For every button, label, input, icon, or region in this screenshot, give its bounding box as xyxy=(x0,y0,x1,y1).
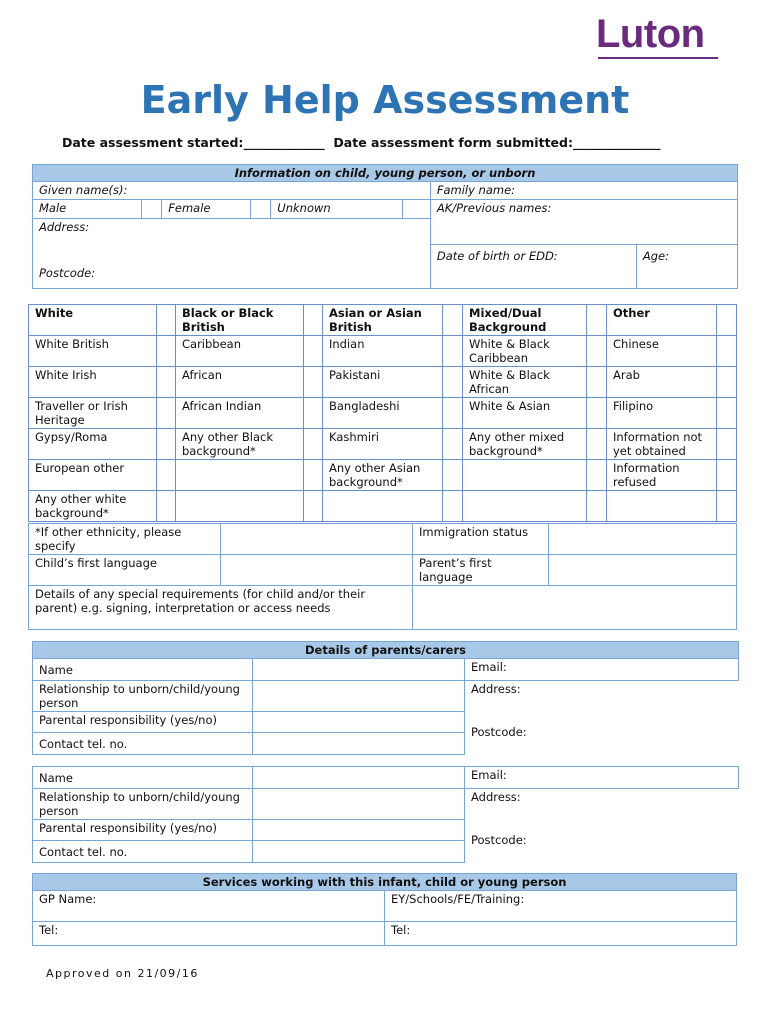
immigration-field[interactable] xyxy=(549,524,737,555)
ethnicity-checkbox[interactable] xyxy=(717,491,737,522)
ethnicity-option-label: Information not yet obtained xyxy=(607,429,717,460)
services-header: Services working with this infant, child or young person xyxy=(33,874,737,891)
child-info-header: Information on child, young person, or unborn xyxy=(33,165,738,182)
child-language-label: Child’s first language xyxy=(29,555,221,586)
parent-carer-table-1 xyxy=(32,641,739,755)
ethnicity-option-label: White & Black African xyxy=(463,367,587,398)
ethnicity-checkbox[interactable] xyxy=(157,460,176,491)
parent1-email-field[interactable]: Email: xyxy=(465,659,739,681)
approved-footer: Approved on 21/09/16 xyxy=(46,967,199,980)
gender-female-label: Female xyxy=(162,200,251,219)
ethnicity-option-label xyxy=(463,460,587,491)
ey-tel-field[interactable]: Tel: xyxy=(385,922,737,946)
gender-unknown-label: Unknown xyxy=(271,200,402,219)
parent1-relationship-field[interactable] xyxy=(253,681,465,712)
ethnicity-checkbox[interactable] xyxy=(443,367,463,398)
other-ethnicity-field[interactable] xyxy=(221,524,413,555)
ethnicity-checkbox[interactable] xyxy=(443,429,463,460)
ethnicity-checkbox[interactable] xyxy=(443,398,463,429)
parent1-postcode-label: Postcode: xyxy=(471,725,527,739)
ethnicity-option-label xyxy=(463,491,587,522)
ethnicity-checkbox[interactable] xyxy=(304,460,323,491)
ethnicity-checkbox[interactable] xyxy=(157,336,176,367)
child-info-table xyxy=(32,164,738,289)
ethnicity-option-label: Information refused xyxy=(607,460,717,491)
ethnicity-option-label: Any other Asian background* xyxy=(323,460,443,491)
parent2-name-label: Name xyxy=(33,767,253,789)
ethnicity-option-label: Caribbean xyxy=(176,336,304,367)
given-name-field[interactable]: Given name(s): xyxy=(33,182,431,200)
gender-unknown-checkbox[interactable] xyxy=(402,200,430,219)
parent2-responsibility-label: Parental responsibility (yes/no) xyxy=(33,820,253,841)
other-ethnicity-label: *If other ethnicity, please specify xyxy=(29,524,221,555)
ethnicity-checkbox[interactable] xyxy=(587,336,607,367)
ethnicity-group-header: Asian or Asian British xyxy=(323,305,443,336)
ethnicity-checkbox[interactable] xyxy=(304,336,323,367)
gender-male-label: Male xyxy=(33,200,142,219)
parent2-relationship-label: Relationship to unborn/child/young person xyxy=(33,789,253,820)
parent2-email-field[interactable]: Email: xyxy=(465,767,739,789)
ethnicity-checkbox[interactable] xyxy=(587,305,607,336)
parent1-name-field[interactable] xyxy=(253,659,465,681)
ethnicity-checkbox[interactable] xyxy=(157,491,176,522)
ethnicity-row xyxy=(29,367,737,398)
ethnicity-option-label: European other xyxy=(29,460,157,491)
ethnicity-checkbox[interactable] xyxy=(587,429,607,460)
parent-carer-table-2 xyxy=(32,766,739,863)
parent2-address-field[interactable] xyxy=(465,789,739,863)
date-started-field[interactable]: _____________ xyxy=(243,135,325,150)
ethnicity-option-label: White British xyxy=(29,336,157,367)
ethnicity-option-label: Traveller or Irish Heritage xyxy=(29,398,157,429)
parent1-address-label: Address: xyxy=(471,682,521,696)
ethnicity-checkbox[interactable] xyxy=(304,491,323,522)
age-field[interactable]: Age: xyxy=(636,245,737,289)
family-name-field[interactable]: Family name: xyxy=(430,182,737,200)
parent1-responsibility-field[interactable] xyxy=(253,712,465,733)
parents-header: Details of parents/carers xyxy=(33,642,739,659)
parent2-contact-field[interactable] xyxy=(253,841,465,863)
parent-language-label: Parent’s first language xyxy=(413,555,549,586)
ethnicity-checkbox[interactable] xyxy=(157,429,176,460)
gp-name-field[interactable]: GP Name: xyxy=(33,891,385,922)
ethnicity-checkbox[interactable] xyxy=(587,398,607,429)
parent2-postcode-label: Postcode: xyxy=(471,833,527,847)
dob-field[interactable]: Date of birth or EDD: xyxy=(430,245,636,289)
ethnicity-option-label: African xyxy=(176,367,304,398)
ethnicity-option-label xyxy=(176,460,304,491)
immigration-label: Immigration status xyxy=(413,524,549,555)
ethnicity-checkbox[interactable] xyxy=(717,367,737,398)
ethnicity-option-label: White & Asian xyxy=(463,398,587,429)
ethnicity-checkbox[interactable] xyxy=(304,429,323,460)
special-requirements-label: Details of any special requirements (for child and/or their parent) e.g. signing, interpretation or access needs xyxy=(29,586,413,630)
parent2-name-field[interactable] xyxy=(253,767,465,789)
ethnicity-option-label: Arab xyxy=(607,367,717,398)
ethnicity-option-label: Any other white background* xyxy=(29,491,157,522)
ethnicity-checkbox[interactable] xyxy=(304,398,323,429)
parent2-contact-label: Contact tel. no. xyxy=(33,841,253,863)
previous-names-field[interactable]: AK/Previous names: xyxy=(430,200,737,245)
ethnicity-group-header: Mixed/Dual Background xyxy=(463,305,587,336)
ethnicity-checkbox[interactable] xyxy=(157,305,176,336)
ethnicity-checkbox[interactable] xyxy=(443,336,463,367)
gp-tel-field[interactable]: Tel: xyxy=(33,922,385,946)
parent2-relationship-field[interactable] xyxy=(253,789,465,820)
parent1-contact-label: Contact tel. no. xyxy=(33,733,253,755)
date-submitted-field[interactable]: ______________ xyxy=(572,135,661,150)
ethnicity-option-label: White & Black Caribbean xyxy=(463,336,587,367)
parent1-name-label: Name xyxy=(33,659,253,681)
ethnicity-checkbox[interactable] xyxy=(157,398,176,429)
special-requirements-field[interactable] xyxy=(413,586,737,630)
ey-schools-field[interactable]: EY/Schools/FE/Training: xyxy=(385,891,737,922)
assessment-dates xyxy=(62,135,660,150)
ethnicity-option-label: Any other Black background* xyxy=(176,429,304,460)
luton-logo: Luton xyxy=(596,12,705,56)
ethnicity-option-label xyxy=(323,491,443,522)
ethnicity-checkbox[interactable] xyxy=(587,460,607,491)
date-started-label: Date assessment started: xyxy=(62,135,244,150)
parent1-address-field[interactable] xyxy=(465,681,739,755)
ethnicity-group-header: White xyxy=(29,305,157,336)
ethnicity-group-header: Black or Black British xyxy=(176,305,304,336)
ethnicity-option-label: Chinese xyxy=(607,336,717,367)
ethnicity-checkbox[interactable] xyxy=(587,491,607,522)
child-language-field[interactable] xyxy=(221,555,413,586)
services-table xyxy=(32,873,737,946)
address-field[interactable]: Address: xyxy=(33,219,431,245)
ethnicity-option-label: Gypsy/Roma xyxy=(29,429,157,460)
ethnicity-row xyxy=(29,491,737,522)
ethnicity-option-label: African Indian xyxy=(176,398,304,429)
parent1-relationship-label: Relationship to unborn/child/young person xyxy=(33,681,253,712)
ethnicity-option-label: Bangladeshi xyxy=(323,398,443,429)
ethnicity-option-label xyxy=(607,491,717,522)
parent2-responsibility-field[interactable] xyxy=(253,820,465,841)
ethnicity-row xyxy=(29,336,737,367)
ethnicity-option-label: Filipino xyxy=(607,398,717,429)
ethnicity-checkbox[interactable] xyxy=(304,305,323,336)
page-title: Early Help Assessment xyxy=(140,78,630,122)
ethnicity-checkbox[interactable] xyxy=(717,336,737,367)
parent1-contact-field[interactable] xyxy=(253,733,465,755)
parent1-responsibility-label: Parental responsibility (yes/no) xyxy=(33,712,253,733)
ethnicity-option-label: Pakistani xyxy=(323,367,443,398)
ethnicity-group-header: Other xyxy=(607,305,717,336)
gender-female-checkbox[interactable] xyxy=(251,200,271,219)
ethnicity-row xyxy=(29,460,737,491)
ethnicity-row xyxy=(29,429,737,460)
ethnicity-checkbox[interactable] xyxy=(443,305,463,336)
ethnicity-checkbox[interactable] xyxy=(443,491,463,522)
parent-language-field[interactable] xyxy=(549,555,737,586)
ethnicity-checkbox[interactable] xyxy=(443,460,463,491)
ethnicity-option-label: Any other mixed background* xyxy=(463,429,587,460)
ethnicity-table xyxy=(28,304,737,522)
ethnicity-option-label xyxy=(176,491,304,522)
ethnicity-option-label: White Irish xyxy=(29,367,157,398)
ethnicity-checkbox[interactable] xyxy=(717,429,737,460)
ethnicity-checkbox[interactable] xyxy=(717,460,737,491)
ethnicity-option-label: Kashmiri xyxy=(323,429,443,460)
parent2-address-label: Address: xyxy=(471,790,521,804)
ethnicity-option-label: Indian xyxy=(323,336,443,367)
ethnicity-row xyxy=(29,398,737,429)
date-submitted-label: Date assessment form submitted: xyxy=(333,135,573,150)
ethnicity-header-row xyxy=(29,305,737,336)
logo-underline xyxy=(598,57,718,59)
ethnicity-checkbox[interactable] xyxy=(304,367,323,398)
language-table xyxy=(28,523,737,630)
gender-male-checkbox[interactable] xyxy=(142,200,162,219)
ethnicity-checkbox[interactable] xyxy=(587,367,607,398)
ethnicity-checkbox[interactable] xyxy=(717,305,737,336)
ethnicity-checkbox[interactable] xyxy=(157,367,176,398)
ethnicity-checkbox[interactable] xyxy=(717,398,737,429)
postcode-field[interactable]: Postcode: xyxy=(33,245,431,289)
